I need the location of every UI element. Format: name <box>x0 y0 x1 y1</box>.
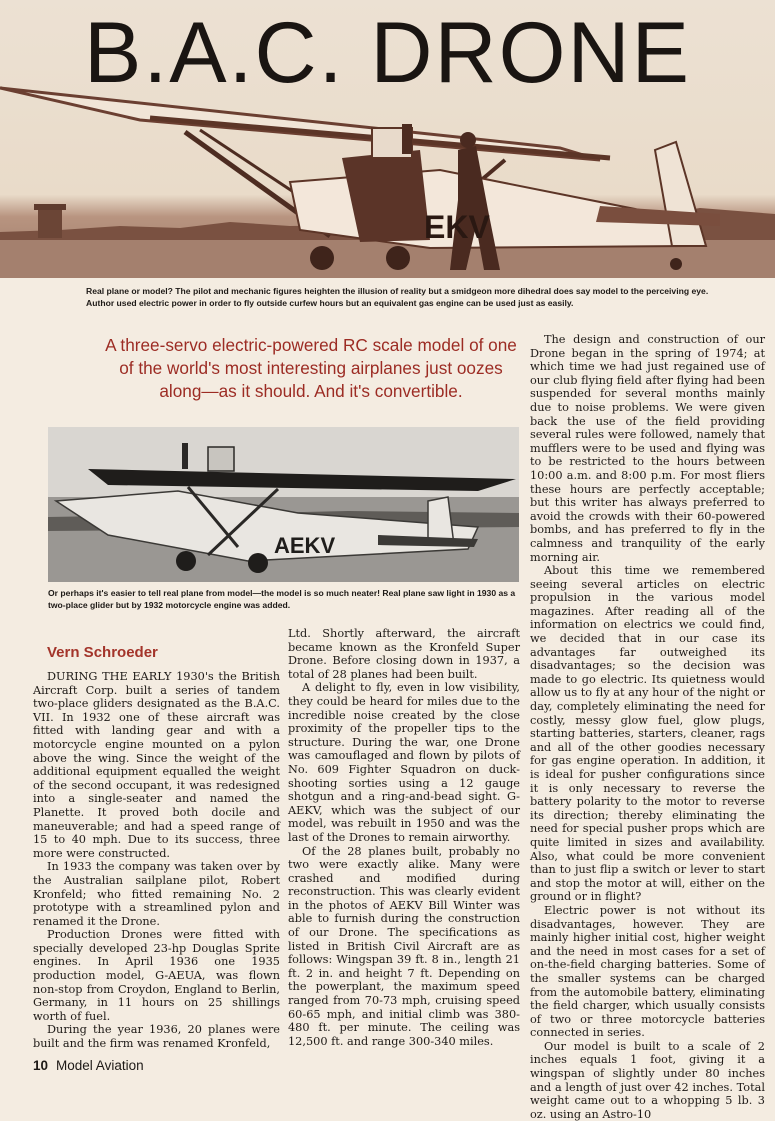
paragraph: Electric power is not without its disadvantages, however. They are mainly higher initial cost, higher weight and the need in most cases for a set of on-the-field charging batteries. Some of the smaller systems can be charged from the automobile battery, eliminating the field charger, which usually consists of two or three motorcycle batteries connected in series. <box>530 903 765 1040</box>
magazine-name: Model Aviation <box>56 1058 144 1073</box>
model-aircraft-photo <box>48 427 519 582</box>
hero-registration: EKV <box>424 209 490 245</box>
second-photo-caption: Or perhaps it's easier to tell real plane from model—the model is so much neater! Real plane saw light in 1930 as a two-place glider but by 1932 motorcycle engine was added. <box>48 588 516 610</box>
page-footer <box>33 1058 144 1073</box>
paragraph: Of the 28 planes built, probably no two were exactly alike. Many were crashed and modified during reconstruction. This was clearly evident in the photos of AEKV Bill Winter was able to furnish during the construction of our Drone. The specifications as listed in British Civil Aircraft are as follows: Wingspan 39 ft. 8 in., length 21 ft. 2 in. and height 7 ft. Depending on the powerplant, the maximum speed ranged from 70-73 mph, cruising speed 60-65 mph, and initial climb was 380-480 ft. per minute. The ceiling was 12,500 ft. and range 300-340 miles. <box>288 844 520 1048</box>
byline: Vern Schroeder <box>47 644 158 661</box>
page-number: 10 <box>33 1058 49 1073</box>
paragraph: In 1933 the company was taken over by the Australian sailplane pilot, Robert Kronfeld; who fitted remaining No. 2 prototype with a streamlined pylon and renamed it the Drone. <box>33 860 280 928</box>
paragraph: During the year 1936, 20 planes were built and the firm was renamed Kronfeld, <box>33 1023 280 1051</box>
paragraph: Ltd. Shortly afterward, the aircraft became known as the Kronfeld Super Drone. Before closing down in 1937, a total of 28 planes had been built. <box>288 627 520 681</box>
hero-caption: Real plane or model? The pilot and mechanic figures heighten the illusion of reality but a smidgeon more dihedral does say model to the perceiving eye. Author used electric power in order to fly outside curfew hours but an equivalent gas engine can be used just as easily. <box>86 286 709 308</box>
paragraph: The design and construction of our Drone began in the spring of 1974; at which time we had just regained use of our club flying field after flying had been suspended for several months mainly due to noise problems. We were given back the use of the field providing several rules were followed, namely that mufflers were to be used and flying was to be restricted to the hours between 10:00 a.m. and 8:00 p.m. For most fliers these hours are perfectly acceptable; but this writer has always preferred to avoid the crowds with their 60-powered bombs, and has preferred to fly in the calmness and tranquility of the early morning air. <box>530 333 765 564</box>
article-column-2 <box>288 627 520 1048</box>
second-photo <box>48 427 519 582</box>
paragraph: Our model is built to a scale of 2 inches equals 1 foot, giving it a wingspan of slightly under 80 inches and a length of just over 42 inches. Total weight came out to a whopping 5 lb. 3 oz. using an Astro-10 <box>530 1039 765 1121</box>
deck-subtitle: A three-servo electric-powered RC scale model of one of the world's most interesting airplanes just oozes along—as it should. And it's convertible. <box>105 335 517 401</box>
paragraph: Production Drones were fitted with specially developed 23-hp Douglas Sprite engines. In April 1936 one 1935 production model, G-AEUA, was flown non-stop from Croydon, England to Berlin, Germany, in 11 hours on 25 shillings worth of fuel. <box>33 928 280 1023</box>
paragraph: DURING THE EARLY 1930's the British Aircraft Corp. built a series of tandem two-place gliders designated as the B.A.C. VII. In 1932 one of these aircraft was fitted with landing gear and with a motorcycle engine mounted on a pylon above the wing. Since the weight of the additional equipment equalled the weight of the second occupant, it was redesigned into a single-seater and named the Planette. It proved both docile and maneuverable; and had a speed range of 15 to 40 mph. Due to its success, three more were constructed. <box>33 670 280 860</box>
model-registration: AEKV <box>274 533 336 558</box>
paragraph: About this time we remembered seeing several articles on electric propulsion in the various model magazines. After reading all of the information on electrics we could find, we decided that in our case its advantages far outweighed its disadvantages; so the decision was made to go electric. Its quietness would allow us to fly at any hour of the night or day, completely eliminating the need for costly, messy glow fuel, glow plugs, starting batteries, starters, cleaner, rags and all of the other goodies necessary for gas engine operation. In addition, it is ideal for pusher configurations since it is only necessary to reverse the battery polarity to the motor to reverse its direction; thereby eliminating the need for special pusher props which are quite limited in sizes and availability. Also, what could be more convenient than to just flip a switch or lever to start and stop the motor at will, either on the ground or in flight? <box>530 564 765 904</box>
page-title: B.A.C. DRONE <box>84 5 691 101</box>
paragraph: A delight to fly, even in low visibility, they could be heard for miles due to the incredible noise created by the close proximity of the propeller tips to the structure. During the war, one Drone was camouflaged and flown by pilots of No. 609 Fighter Squadron on duck-shooting sorties using a 12 gauge shotgun and a ring-and-bead sight. G-AEKV, which was the subject of our model, was rebuilt in 1950 and was the last of the Drones to remain airworthy. <box>288 681 520 844</box>
article-column-1 <box>33 670 280 1051</box>
article-column-3 <box>530 333 765 1121</box>
